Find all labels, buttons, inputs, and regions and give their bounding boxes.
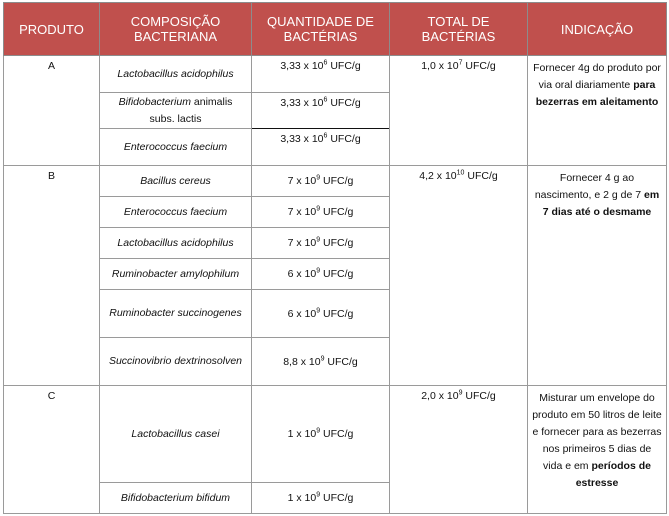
product-b-total: 4,2 x $10^{10}$ UFC/g [390,166,528,386]
table-row [4,166,667,197]
bacteria-cell: Ruminobacter amylophilum [100,259,252,290]
product-c-indication: Misturar um envelope do produto em 50 litros de leite e fornecer para as bezerras nos primeiros 5 dias de vida e em períodos de estresse [528,386,667,514]
bacteria-cell: Ruminobacter succinogenes [100,290,252,338]
bacteria-cell: Lactobacillus acidophilus [100,228,252,259]
bacteria-cell: Enterococcus faecium [100,197,252,228]
quantity-cell: 1 x $10^9$ UFC/g [252,386,390,483]
header-composicao: COMPOSIÇÃO BACTERIANA [100,3,252,56]
product-a-indication: Fornecer 4g do produto por via oral diariamente para bezerras em aleitamento [528,56,667,166]
bacteria-cell: Enterococcus faecium [100,129,252,166]
quantity-cell: 1 x $10^9$ UFC/g [252,483,390,514]
bacteria-cell: Bifidobacterium bifidum [100,483,252,514]
product-c-label: C [4,386,100,514]
header-quantidade: QUANTIDADE DE BACTÉRIAS [252,3,390,56]
header-total: TOTAL DE BACTÉRIAS [390,3,528,56]
bacteria-cell: Lactobacillus casei [100,386,252,483]
table-row [4,56,667,93]
quantity-cell: 3,33 x $10^6$ UFC/g [252,129,390,166]
probiotic-table [3,2,667,514]
quantity-cell: 7 x $10^9$ UFC/g [252,166,390,197]
quantity-cell: 6 x $10^9$ UFC/g [252,259,390,290]
table-header-row [4,3,667,56]
header-produto: PRODUTO [4,3,100,56]
quantity-cell: 6 x $10^9$ UFC/g [252,290,390,338]
bacteria-cell: Succinovibrio dextrinosolven [100,338,252,386]
header-indicacao: INDICAÇÃO [528,3,667,56]
quantity-cell: 7 x $10^9$ UFC/g [252,228,390,259]
quantity-cell: 8,8 x $10^9$ UFC/g [252,338,390,386]
product-b-label: B [4,166,100,386]
product-c-total: 2,0 x $10^9$ UFC/g [390,386,528,514]
quantity-cell: 3,33 x $10^6$ UFC/g [252,93,390,129]
table-row [4,386,667,483]
bacteria-cell: Bifidobacterium animalis subs. lactis [100,93,252,129]
product-a-label: A [4,56,100,166]
bacteria-cell: Lactobacillus acidophilus [100,56,252,93]
product-b-indication: Fornecer 4 g ao nascimento, e 2 g de 7 em 7 dias até o desmame [528,166,667,386]
quantity-cell: 7 x $10^9$ UFC/g [252,197,390,228]
bacteria-cell: Bacillus cereus [100,166,252,197]
product-a-total: 1,0 x $10^7$ UFC/g [390,56,528,166]
quantity-cell: 3,33 x $10^6$ UFC/g [252,56,390,93]
